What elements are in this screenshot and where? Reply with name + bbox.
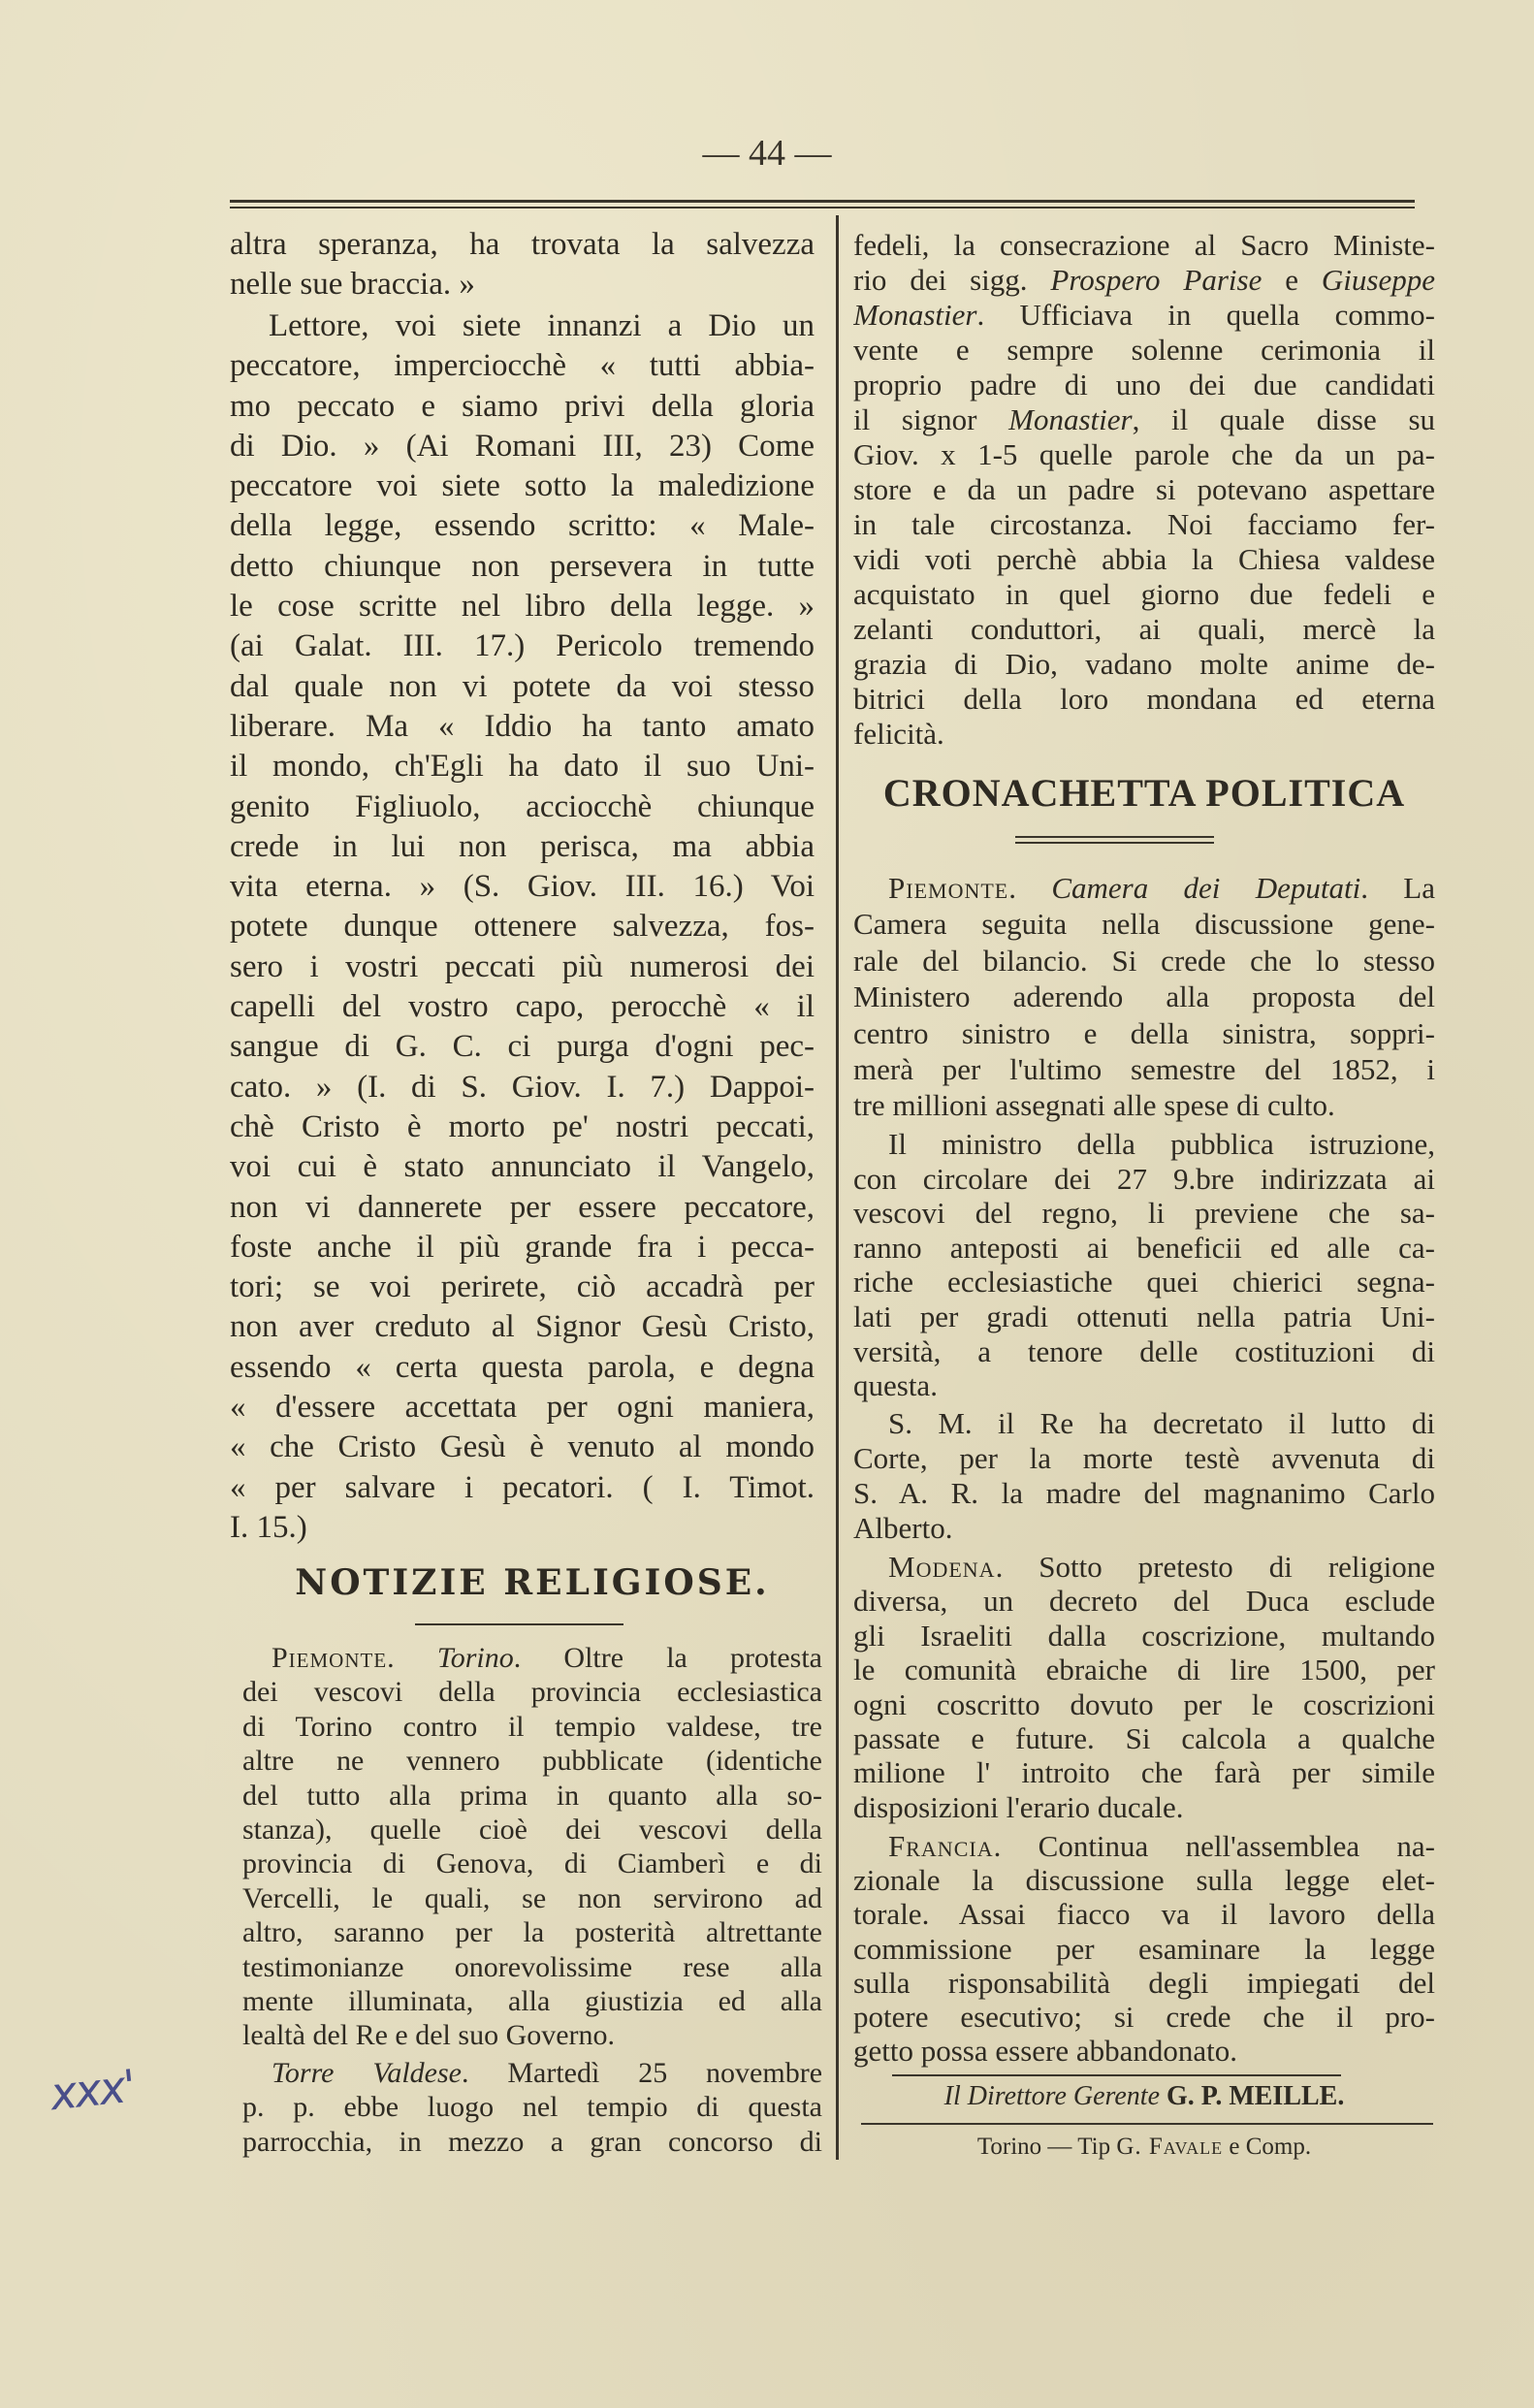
header-rule — [230, 207, 1415, 209]
line-text: Camera seguita nella discussione gene- — [853, 907, 1435, 942]
line-text: ogni coscritto dovuto per le coscrizioni — [853, 1686, 1435, 1721]
text-line — [230, 1068, 815, 1108]
text-line — [853, 1334, 1435, 1369]
line-text: « che Cristo Gesù è venuto al mondo — [230, 1429, 815, 1465]
text-line — [853, 298, 1435, 333]
line-text: . Continua nell'assemblea na- — [993, 1829, 1435, 1863]
column-divider — [836, 215, 839, 2160]
text-line — [230, 947, 815, 987]
text-line — [242, 1779, 822, 1813]
region-label: Modena — [888, 1550, 996, 1584]
line-text: acquistato in quel giorno due fedeli e — [853, 577, 1435, 611]
text-line — [230, 1508, 815, 1548]
text-line — [242, 1813, 822, 1846]
text-line — [853, 368, 1435, 402]
text-line — [230, 747, 815, 787]
text-line — [230, 907, 815, 947]
place-label: Camera dei Deputati — [1051, 871, 1361, 905]
line-text: dal quale non vi potete da voi stesso — [230, 668, 815, 704]
text-line — [230, 707, 815, 747]
line-text: vita eterna. » (S. Giov. III. 16.) Voi — [230, 869, 815, 905]
line-text: . Martedì 25 novembre — [462, 2057, 822, 2089]
line-text: le comunità ebraiche di lire 1500, per — [853, 1653, 1435, 1687]
signature-name: G. P. MEILLE. — [1166, 2081, 1345, 2111]
text-line — [230, 867, 815, 907]
line-text: testimonianze onorevolissime rese alla — [242, 1950, 822, 1983]
line-text: diversa, un decreto del Duca esclude — [853, 1584, 1435, 1619]
line-text: provincia di Genova, di Ciamberì e di — [242, 1847, 822, 1880]
line-text: altra speranza, ha trovata la salvezza — [230, 227, 815, 262]
text-line — [853, 542, 1435, 577]
line-text: tre millioni assegnati alle spese di culto. — [853, 1088, 1335, 1123]
text-line — [853, 1550, 1435, 1584]
section-rule — [415, 1623, 623, 1625]
text-line — [230, 466, 815, 506]
paragraph — [853, 1127, 1435, 1403]
text-line — [853, 2000, 1435, 2034]
text-line — [230, 1188, 815, 1228]
text-line — [853, 228, 1435, 263]
text-line — [230, 427, 815, 466]
line-text: . La — [1360, 871, 1435, 905]
paragraph — [853, 870, 1435, 1124]
line-text: bitrici della loro mondana ed eterna — [853, 682, 1435, 716]
text-line — [853, 1476, 1435, 1511]
paragraph — [853, 1550, 1435, 1824]
text-line — [242, 1846, 822, 1880]
text-line — [853, 647, 1435, 682]
name-italic: Monastier — [853, 298, 977, 332]
paragraph — [230, 225, 815, 305]
line-text: S. M. il Re ha decretato il lutto di — [888, 1406, 1435, 1440]
text-line — [853, 1127, 1435, 1162]
text-line — [230, 827, 815, 867]
line-text: del tutto alla prima in quanto alla so- — [242, 1779, 822, 1812]
line-text: essendo « certa questa parola, e degna — [230, 1349, 815, 1385]
line-text: peccatore, imperciocchè « tutti abbia- — [230, 348, 815, 384]
line-text: S. A. R. la madre del magnanimo Carlo — [853, 1476, 1435, 1510]
imprint — [853, 2132, 1435, 2163]
line-text: e — [1262, 263, 1322, 297]
line-text: vescovi del regno, li previene che sa- — [853, 1196, 1435, 1231]
line-text: foste anche il più grande fra i pecca- — [230, 1229, 815, 1265]
line-text: il signor — [853, 402, 1009, 436]
line-text: stanza), quelle cioè dei vescovi della — [242, 1814, 822, 1846]
line-text: passate e future. Si calcola a qualche — [853, 1721, 1435, 1756]
line-text: non aver creduto al Signor Gesù Cristo, — [230, 1309, 815, 1345]
text-line — [853, 577, 1435, 612]
text-line — [230, 587, 815, 626]
line-text: nelle sue braccia. » — [230, 267, 475, 303]
line-text: « per salvare i pecatori. ( I. Timot. — [230, 1469, 815, 1505]
handwritten-margin-note: xxx' — [48, 2059, 137, 2121]
text-line — [853, 1196, 1435, 1231]
line-text: cato. » (I. di S. Giov. I. 7.) Dappoi- — [230, 1069, 815, 1105]
text-line — [230, 1428, 815, 1467]
place-label: Torino — [436, 1642, 514, 1674]
section-title-notizie-religiose: NOTIZIE RELIGIOSE. — [295, 1562, 770, 1603]
text-line — [230, 987, 815, 1027]
line-text: gli Israeliti dalla coscrizione, multando — [853, 1618, 1435, 1653]
text-line — [242, 2056, 822, 2090]
paragraph — [853, 228, 1435, 752]
text-line — [230, 1147, 815, 1187]
line-text: , il quale disse su — [1132, 402, 1435, 436]
line-text: versità, a tenore delle costituzioni di — [853, 1333, 1435, 1368]
region-label: Piemonte — [888, 871, 1009, 905]
line-text: parrocchia, in mezzo a gran concorso di — [242, 2125, 822, 2158]
text-line — [230, 306, 815, 346]
text-line — [242, 2125, 822, 2159]
line-text: riche ecclesiastiche quei chierici segna- — [853, 1265, 1435, 1300]
text-line — [242, 1984, 822, 2018]
text-line — [230, 1027, 815, 1067]
line-text: lati per gradi ottenuti nella patria Uni- — [853, 1299, 1435, 1333]
line-text: grazia di Dio, vadano molte anime de- — [853, 647, 1435, 681]
line-text: voi cui è stato annunciato il Vangelo, — [230, 1149, 815, 1185]
region-label: Francia — [888, 1829, 994, 1863]
text-line — [230, 1348, 815, 1388]
line-text: di Torino contro il tempio valdese, tre — [242, 1710, 822, 1743]
line-text: Ministero aderendo alla proposta del — [853, 979, 1435, 1014]
line-text: non vi dannerete per essere peccatore, — [230, 1189, 815, 1225]
text-line — [853, 1300, 1435, 1334]
line-text: sero i vostri peccati più numerosi dei — [230, 948, 815, 984]
paragraph — [242, 2056, 822, 2159]
text-line — [853, 1231, 1435, 1266]
text-line — [230, 1108, 815, 1147]
line-text: milione l' introito che farà per simile — [853, 1755, 1435, 1790]
paragraph — [853, 1829, 1435, 2068]
text-line — [242, 2018, 822, 2052]
section-rule — [1015, 836, 1214, 838]
line-text: genito Figliuolo, acciocchè chiunque — [230, 788, 815, 824]
text-line — [853, 1087, 1435, 1123]
imprint-text: e Comp. — [1223, 2134, 1312, 2160]
line-text: « d'essere accettata per ogni maniera, — [230, 1390, 815, 1426]
line-text: sulla risponsabilità degli impiegati del — [853, 1965, 1435, 2000]
text-line — [230, 787, 815, 827]
text-line — [242, 1950, 822, 1984]
line-text: Lettore, voi siete innanzi a Dio un — [269, 308, 815, 343]
line-text: rale del bilancio. Si crede che lo stesso — [853, 943, 1435, 978]
text-line — [853, 1829, 1435, 1863]
text-line — [853, 1162, 1435, 1197]
line-text: il mondo, ch'Egli ha dato il suo Uni- — [230, 749, 815, 785]
text-line — [853, 1897, 1435, 1931]
line-text: disposizioni l'erario ducale. — [853, 1789, 1184, 1824]
signature-rule — [892, 2074, 1341, 2076]
text-line — [242, 1915, 822, 1949]
line-text: centro sinistro e della sinistra, soppri- — [853, 1015, 1435, 1050]
text-line: Piemonte. Torino. Oltre la protesta — [272, 1642, 822, 1674]
line-text: merà per l'ultimo semestre del 1852, i — [853, 1052, 1435, 1087]
line-text: ranno anteposti ai beneficii ed alle ca- — [853, 1230, 1435, 1265]
line-text: Corte, per la morte testè avvenuta di — [853, 1441, 1435, 1475]
paragraph — [242, 1641, 822, 2053]
line-text: commissione per esaminare la legge — [853, 1931, 1435, 1966]
place-label: Torre Valdese — [272, 2057, 462, 2089]
line-text: . Oltre la protesta — [513, 1642, 822, 1674]
text-line — [853, 1932, 1435, 1966]
line-text: Giov. x 1-5 quelle parole che da un pa- — [853, 437, 1435, 471]
line-text: vente e sempre solenne cerimonia il — [853, 333, 1435, 367]
line-text: lealtà del Re e del suo Governo. — [242, 2019, 616, 2052]
line-text: I. 15.) — [230, 1509, 307, 1545]
line-text: peccatore voi siete sotto la maledizione — [230, 468, 815, 504]
section-title-cronachetta-politica: CRONACHETTA POLITICA — [882, 771, 1406, 815]
text-line — [853, 1966, 1435, 2000]
text-line — [853, 1653, 1435, 1686]
line-text: potere esecutivo; si crede che il pro- — [853, 2000, 1435, 2035]
line-text: . Sotto pretesto di religione — [995, 1550, 1435, 1584]
line-text: Il ministro della pubblica istruzione, — [888, 1127, 1435, 1161]
line-text: (ai Galat. III. 17.) Pericolo tremendo — [230, 628, 815, 664]
line-text: potete dunque ottenere salvezza, fos- — [230, 909, 815, 945]
text-line — [230, 265, 815, 305]
imprint-text: Torino — Tip — [976, 2134, 1117, 2160]
text-line — [853, 943, 1435, 979]
line-text: le cose scritte nel libro della legge. » — [230, 589, 815, 625]
line-text: altro, saranno per la posterità altrettante — [242, 1916, 822, 1949]
text-line — [242, 1710, 822, 1744]
page-number: — 44 — — [702, 133, 832, 174]
text-line — [853, 1790, 1435, 1824]
text-line — [853, 1265, 1435, 1300]
text-line — [230, 667, 815, 707]
line-text: con circolare dei 27 9.bre indirizzata ai — [853, 1161, 1435, 1196]
paragraph — [230, 306, 815, 1548]
text-line — [853, 1511, 1435, 1546]
text-line — [230, 1228, 815, 1268]
text-line — [230, 547, 815, 587]
text-line — [853, 1863, 1435, 1897]
text-line — [853, 1368, 1435, 1403]
text-line — [230, 1268, 815, 1307]
line-text: altre ne vennero pubblicate (identiche — [242, 1745, 822, 1778]
text-line — [853, 717, 1435, 752]
text-line — [853, 1619, 1435, 1653]
text-line — [230, 506, 815, 546]
line-text: store e da un padre si potevano aspettare — [853, 472, 1435, 506]
text-line — [230, 225, 815, 265]
imprint-rule — [861, 2123, 1433, 2125]
text-line — [853, 1721, 1435, 1755]
line-text: proprio padre di uno dei due candidati — [853, 368, 1435, 401]
line-text: mo peccato e siamo privi della gloria — [230, 388, 815, 424]
name-italic: Monastier — [1008, 402, 1133, 436]
line-text: getto possa essere abbandonato. — [853, 2034, 1237, 2069]
text-line — [853, 437, 1435, 472]
signature — [853, 2080, 1435, 2113]
text-line — [230, 1388, 815, 1428]
line-text: vidi voti perchè abbia la Chiesa valdese — [853, 542, 1435, 576]
text-line — [853, 2034, 1435, 2068]
text-line — [242, 2090, 822, 2124]
line-text: della legge, essendo scritto: « Male- — [230, 508, 815, 544]
line-text: di Dio. » (Ai Romani III, 23) Come — [230, 428, 815, 464]
line-text: capelli del vostro capo, perocchè « il — [230, 989, 815, 1025]
line-text: torale. Assai fiacco va il lavoro della — [853, 1897, 1435, 1932]
line-text: detto chiunque non persevera in tutte — [230, 548, 815, 584]
name-italic: Giuseppe — [1321, 263, 1435, 297]
text-line: Piemonte. Camera dei Deputati. La — [888, 871, 1435, 905]
text-line — [853, 1015, 1435, 1051]
line-text: in tale circostanza. Noi facciamo fer- — [853, 507, 1435, 541]
text-line — [242, 1744, 822, 1778]
text-line — [853, 472, 1435, 507]
text-line — [230, 626, 815, 666]
paragraph — [853, 1406, 1435, 1546]
text-line — [853, 507, 1435, 542]
line-text: fedeli, la consecrazione al Sacro Ministe- — [853, 228, 1435, 262]
text-line — [853, 612, 1435, 647]
line-text: rio dei sigg. — [853, 263, 1051, 297]
text-line — [853, 1584, 1435, 1618]
text-line — [242, 1881, 822, 1915]
text-line — [853, 1051, 1435, 1087]
text-line — [853, 333, 1435, 368]
text-line — [230, 1307, 815, 1347]
text-line — [853, 263, 1435, 298]
text-line — [853, 1755, 1435, 1789]
text-line — [853, 682, 1435, 717]
printer-name: G. Favale — [1116, 2134, 1224, 2160]
line-text: zelanti conduttori, ai quali, mercè la — [853, 612, 1435, 646]
line-text: . Ufficiava in quella commo- — [976, 298, 1435, 332]
text-line — [230, 387, 815, 427]
line-text: Vercelli, le quali, se non servirono ad — [242, 1881, 822, 1914]
line-text: dei vescovi della provincia ecclesiastica — [242, 1676, 822, 1709]
text-line — [242, 1675, 822, 1709]
line-text: tori; se voi perirete, ciò accadrà per — [230, 1269, 815, 1305]
line-text: mente illuminata, alla giustizia ed alla — [242, 1985, 822, 2018]
text-line — [853, 979, 1435, 1014]
line-text: p. p. ebbe luogo nel tempio di questa — [242, 2091, 822, 2124]
text-line — [230, 346, 815, 386]
line-text: zionale la discussione sulla legge elet- — [853, 1863, 1435, 1898]
text-line — [853, 1687, 1435, 1721]
signature-role: Il Direttore Gerente — [943, 2081, 1161, 2111]
line-text: crede in lui non perisca, ma abbia — [230, 828, 815, 864]
section-rule — [1015, 842, 1214, 844]
text-line — [853, 906, 1435, 942]
region-label: Piemonte — [272, 1642, 388, 1674]
text-line — [230, 1468, 815, 1508]
line-text: questa. — [853, 1368, 938, 1403]
header-rule — [230, 200, 1415, 203]
text-line — [853, 1441, 1435, 1476]
line-text: chè Cristo è morto pe' nostri peccati, — [230, 1108, 815, 1144]
text-line — [853, 402, 1435, 437]
line-text: sangue di G. C. ci purga d'ogni pec- — [230, 1029, 815, 1065]
line-text: liberare. Ma « Iddio ha tanto amato — [230, 708, 815, 744]
text-line — [853, 1406, 1435, 1441]
line-text: Alberto. — [853, 1511, 953, 1545]
line-text: felicità. — [853, 717, 944, 751]
name-italic: Prospero Parise — [1050, 263, 1262, 297]
